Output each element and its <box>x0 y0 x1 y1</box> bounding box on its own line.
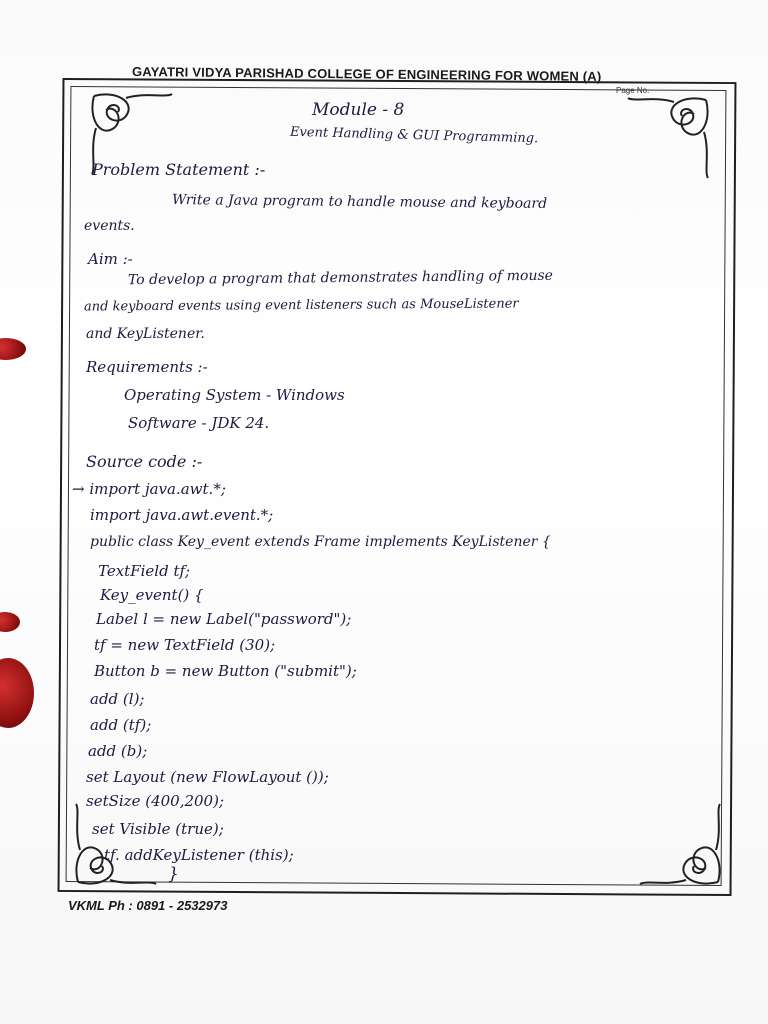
source-code-heading: Source code :- <box>86 452 203 471</box>
requirement-os: Operating System - Windows <box>124 386 345 404</box>
corner-ornament-icon <box>636 800 726 890</box>
code-line: public class Key_event extends Frame implements KeyListener { <box>90 534 551 550</box>
problem-heading: Problem Statement :- <box>92 160 266 179</box>
code-line: } <box>168 864 179 884</box>
module-subtitle: Event Handling & GUI Programming. <box>289 124 539 147</box>
footer-phone: VKML Ph : 0891 - 2532973 <box>68 898 228 913</box>
code-line: add (b); <box>88 742 148 760</box>
code-line: TextField tf; <box>98 562 191 580</box>
code-line: Button b = new Button ("submit"); <box>94 662 357 680</box>
code-line: setSize (400,200); <box>86 792 225 810</box>
code-line: tf = new TextField (30); <box>94 636 276 654</box>
code-line: Label l = new Label("password"); <box>96 610 352 628</box>
code-line: → import java.awt.*; <box>72 480 226 498</box>
corner-ornament-icon <box>624 92 714 182</box>
aim-line-2: and keyboard events using event listeners such as MouseListener <box>83 296 519 315</box>
binder-clip-icon <box>0 658 34 728</box>
page-no-label: Page No. <box>616 86 650 95</box>
aim-line-1: To develop a program that demonstrates handling of mouse <box>127 267 553 289</box>
requirement-software: Software - JDK 24. <box>128 414 270 432</box>
problem-line-1: Write a Java program to handle mouse and keyboard <box>171 192 548 212</box>
problem-line-2: events. <box>84 218 135 234</box>
binder-clip-icon <box>0 338 26 360</box>
college-header: GAYATRI VIDYA PARISHAD COLLEGE OF ENGINEERING FOR WOMEN (A) <box>131 64 602 84</box>
code-line: Key_event() { <box>100 586 204 604</box>
code-line: import java.awt.event.*; <box>90 506 274 524</box>
code-line: add (tf); <box>90 716 152 734</box>
aim-line-3: and KeyListener. <box>86 326 205 342</box>
aim-heading: Aim :- <box>88 250 133 268</box>
code-line: set Visible (true); <box>92 820 224 838</box>
code-line: add (l); <box>90 690 145 708</box>
binder-clip-icon <box>0 612 20 632</box>
code-line: tf. addKeyListener (this); <box>104 846 294 864</box>
module-title: Module - 8 <box>312 100 405 120</box>
code-line: set Layout (new FlowLayout ()); <box>86 768 329 786</box>
corner-ornament-icon <box>70 800 160 890</box>
requirements-heading: Requirements :- <box>86 358 208 376</box>
